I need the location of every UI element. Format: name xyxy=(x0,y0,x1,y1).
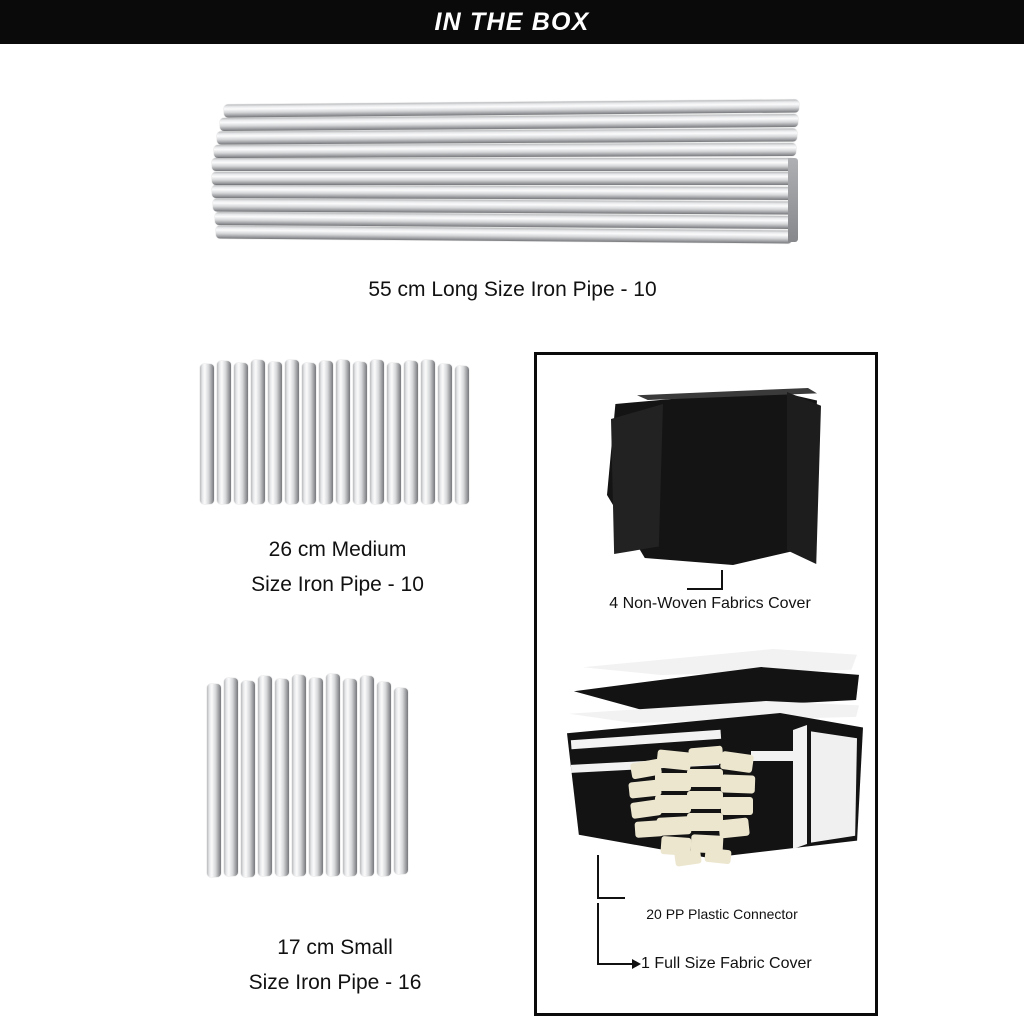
pipe xyxy=(360,676,374,876)
pipe xyxy=(394,688,408,874)
pipe xyxy=(377,682,391,876)
pipe xyxy=(302,363,316,504)
pipe xyxy=(207,684,221,877)
pipe xyxy=(275,679,289,876)
pipe xyxy=(370,360,384,504)
small-pipe-caption: 17 cm Small Size Iron Pipe - 16 xyxy=(248,936,422,994)
pipe xyxy=(455,366,469,504)
pipe xyxy=(421,360,435,504)
pipe-end-cap xyxy=(788,158,798,242)
page-title: IN THE BOX xyxy=(434,8,590,36)
pipe xyxy=(258,676,272,876)
pipe xyxy=(268,362,282,504)
pipe xyxy=(319,361,333,504)
pipe xyxy=(214,143,796,158)
full-cover-leader-vertical xyxy=(597,903,599,965)
fabric-door-frame xyxy=(793,725,807,849)
pipe xyxy=(343,679,357,876)
medium-pipe-caption: 26 cm Medium Size Iron Pipe - 10 xyxy=(251,538,424,596)
connector xyxy=(704,848,731,865)
connector xyxy=(655,795,691,813)
full-cover-caption: 1 Full Size Fabric Cover xyxy=(641,955,812,972)
non-woven-fabric-cover-image xyxy=(597,370,847,580)
pipe xyxy=(212,158,795,171)
connector xyxy=(656,749,692,770)
fabric-side-panel xyxy=(811,729,857,845)
connector-caption: 20 PP Plastic Connector xyxy=(646,906,798,922)
pipe xyxy=(438,364,452,504)
cloth-right-edge xyxy=(787,392,821,564)
cloth-fold xyxy=(611,404,663,554)
pipe xyxy=(217,361,231,504)
connector-leader-vertical xyxy=(597,855,599,899)
pipe xyxy=(404,361,418,504)
pipe xyxy=(387,363,401,504)
full-cover-arrow-icon xyxy=(632,959,641,969)
pipe xyxy=(292,675,306,876)
pipe xyxy=(326,674,340,876)
fabric-cover-leader-vertical xyxy=(721,570,723,590)
pipe xyxy=(336,360,350,504)
pipe xyxy=(224,678,238,876)
medium-pipe-bundle-image xyxy=(198,358,488,513)
pipe xyxy=(285,360,299,504)
connector xyxy=(687,769,723,787)
connector xyxy=(674,849,702,866)
connector-leader-horizontal xyxy=(597,897,625,899)
fabric-cover-caption: 4 Non-Woven Fabrics Cover xyxy=(609,595,811,612)
full-size-fabric-cover-image xyxy=(555,643,865,883)
pipe xyxy=(217,128,797,144)
pipe xyxy=(241,681,255,877)
pipe xyxy=(200,364,214,504)
connector xyxy=(688,746,723,767)
connector xyxy=(721,774,756,793)
pipe xyxy=(234,363,248,504)
fabric-edge-white xyxy=(577,649,857,675)
pipe xyxy=(212,185,794,200)
pipe xyxy=(251,360,265,504)
connector xyxy=(655,773,691,791)
pipe xyxy=(309,678,323,876)
long-pipe-caption: 55 cm Long Size Iron Pipe - 10 xyxy=(368,278,657,301)
covers-panel xyxy=(534,352,878,1016)
fabric-cover-leader-horizontal xyxy=(687,588,723,590)
connector xyxy=(687,791,723,809)
full-cover-leader-horizontal xyxy=(597,963,633,965)
connector xyxy=(721,797,753,815)
plastic-connectors-image xyxy=(629,747,763,865)
long-pipe-bundle-image xyxy=(210,100,805,255)
pipe xyxy=(353,362,367,504)
small-pipe-bundle-image xyxy=(205,672,415,887)
pipe xyxy=(212,172,795,185)
connector xyxy=(720,751,754,773)
connector xyxy=(718,817,750,838)
